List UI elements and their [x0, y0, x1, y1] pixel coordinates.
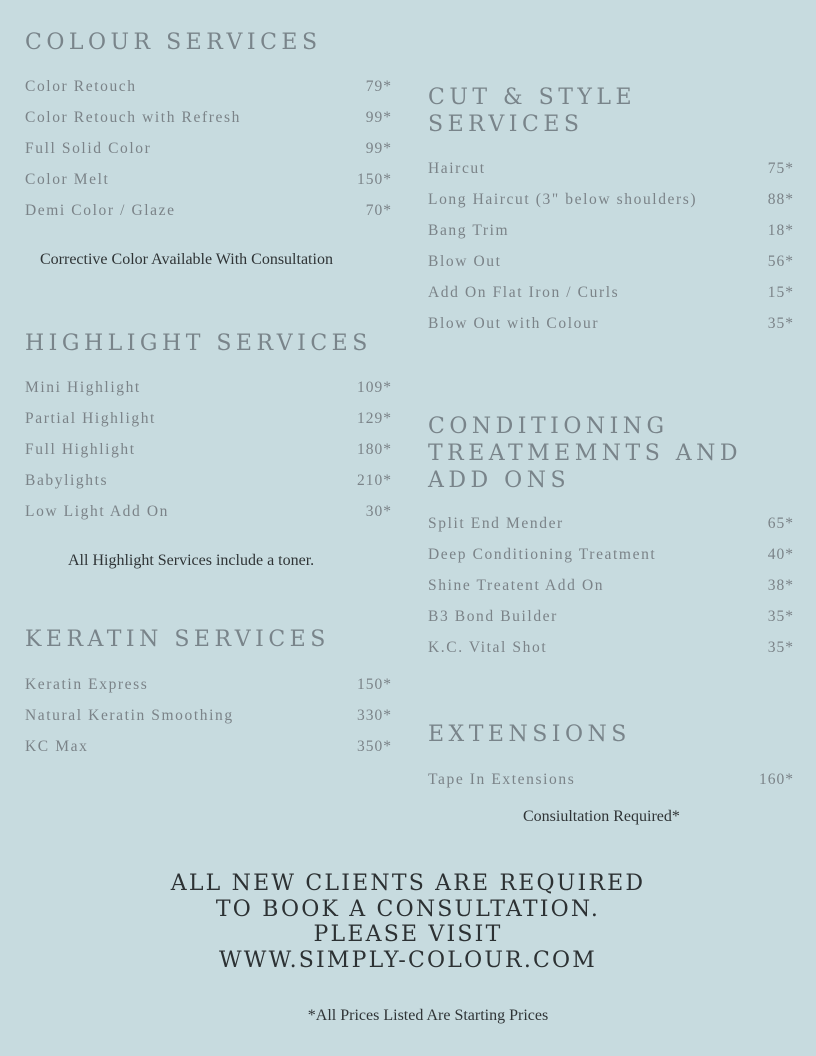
cut-style-services-section [428, 84, 794, 346]
service-name: Babylights [25, 472, 109, 489]
price-row [428, 577, 794, 608]
service-name: B3 Bond Builder [428, 608, 558, 625]
service-price: 109* [357, 379, 392, 396]
starting-prices-footnote: *All Prices Listed Are Starting Prices [307, 1007, 549, 1024]
service-name: Split End Mender [428, 515, 564, 532]
service-price: 88* [767, 191, 794, 208]
service-name: K.C. Vital Shot [428, 639, 548, 656]
price-row [428, 191, 794, 222]
conditioning-section [428, 413, 794, 670]
price-list [428, 515, 794, 670]
cta-line: TO BOOK A CONSULTATION. [215, 896, 601, 922]
service-price: 210* [357, 472, 392, 489]
price-row [25, 707, 392, 738]
price-row [25, 109, 392, 140]
cta-line: ALL NEW CLIENTS ARE REQUIRED [170, 871, 646, 896]
heading-line: CUT & STYLE [428, 85, 637, 110]
service-price: 330* [357, 707, 392, 724]
consultation-required-note: Consiultation Required* [523, 808, 680, 825]
service-price: 99* [365, 140, 392, 157]
price-row [428, 546, 794, 577]
price-row [428, 771, 794, 802]
price-row [428, 160, 794, 191]
corrective-color-note: Corrective Color Available With Consultation [40, 251, 333, 268]
service-name: Shine Treatent Add On [428, 577, 605, 594]
service-name: Deep Conditioning Treatment [428, 546, 657, 563]
service-price: 15* [767, 284, 794, 301]
service-name: Bang Trim [428, 222, 510, 239]
price-row [25, 78, 392, 109]
website-url[interactable]: WWW.SIMPLY-COLOUR.COM [218, 947, 598, 973]
cta-line: PLEASE VISIT [313, 922, 503, 947]
section-heading: COLOUR SERVICES [25, 30, 322, 55]
service-name: Natural Keratin Smoothing [25, 707, 234, 724]
service-price: 30* [365, 503, 392, 520]
price-row [25, 410, 392, 441]
heading-line: SERVICES [428, 112, 584, 137]
service-price: 160* [759, 771, 794, 788]
price-list [428, 771, 794, 802]
service-price: 150* [357, 171, 392, 188]
heading-line: CONDITIONING [428, 414, 669, 439]
section-heading: KERATIN SERVICES [25, 627, 330, 652]
service-name: Tape In Extensions [428, 771, 576, 788]
price-list [428, 160, 794, 346]
service-price: 75* [767, 160, 794, 177]
service-name: Color Retouch [25, 78, 137, 95]
service-name: Full Highlight [25, 441, 136, 458]
price-row [428, 608, 794, 639]
service-price: 350* [357, 738, 392, 755]
price-row [25, 202, 392, 233]
service-name: Color Melt [25, 171, 110, 188]
service-price: 38* [767, 577, 794, 594]
heading-line: TREATMEMNTS AND [428, 441, 743, 466]
service-name: Add On Flat Iron / Curls [428, 284, 620, 301]
section-heading [428, 413, 794, 494]
price-row [428, 315, 794, 346]
section-heading: HIGHLIGHT SERVICES [25, 331, 372, 356]
price-row [428, 515, 794, 546]
price-list [25, 676, 392, 769]
section-heading: EXTENSIONS [428, 722, 631, 747]
service-name: Blow Out with Colour [428, 315, 600, 332]
colour-services-section [25, 29, 392, 233]
service-price: 35* [767, 608, 794, 625]
price-list [25, 379, 392, 534]
service-name: Low Light Add On [25, 503, 169, 520]
service-name: Full Solid Color [25, 140, 152, 157]
price-row [428, 639, 794, 670]
service-name: Keratin Express [25, 676, 149, 693]
consultation-call-to-action [0, 871, 816, 973]
keratin-services-section [25, 626, 392, 769]
price-row [428, 253, 794, 284]
service-price: 35* [767, 315, 794, 332]
price-row [25, 140, 392, 171]
service-price: 70* [365, 202, 392, 219]
service-name: KC Max [25, 738, 89, 755]
price-row [25, 503, 392, 534]
service-name: Partial Highlight [25, 410, 156, 427]
service-price: 56* [767, 253, 794, 270]
price-list [25, 78, 392, 233]
service-name: Haircut [428, 160, 486, 177]
service-name: Color Retouch with Refresh [25, 109, 241, 126]
service-price: 99* [365, 109, 392, 126]
price-row [428, 222, 794, 253]
service-name: Demi Color / Glaze [25, 202, 176, 219]
price-row [25, 738, 392, 769]
section-heading [428, 84, 794, 138]
service-name: Mini Highlight [25, 379, 141, 396]
service-price: 18* [767, 222, 794, 239]
price-row [25, 676, 392, 707]
service-price: 40* [767, 546, 794, 563]
service-price: 180* [357, 441, 392, 458]
service-price: 150* [357, 676, 392, 693]
price-row [25, 171, 392, 202]
highlight-services-section [25, 330, 392, 534]
service-name: Blow Out [428, 253, 502, 270]
price-row [25, 472, 392, 503]
service-price: 35* [767, 639, 794, 656]
price-row [25, 379, 392, 410]
toner-note: All Highlight Services include a toner. [68, 552, 315, 569]
price-row [428, 284, 794, 315]
service-price: 79* [365, 78, 392, 95]
heading-line: ADD ONS [428, 468, 571, 493]
extensions-section [428, 721, 794, 802]
service-name: Long Haircut (3" below shoulders) [428, 191, 698, 208]
service-price: 129* [357, 410, 392, 427]
price-row [25, 441, 392, 472]
service-price: 65* [767, 515, 794, 532]
